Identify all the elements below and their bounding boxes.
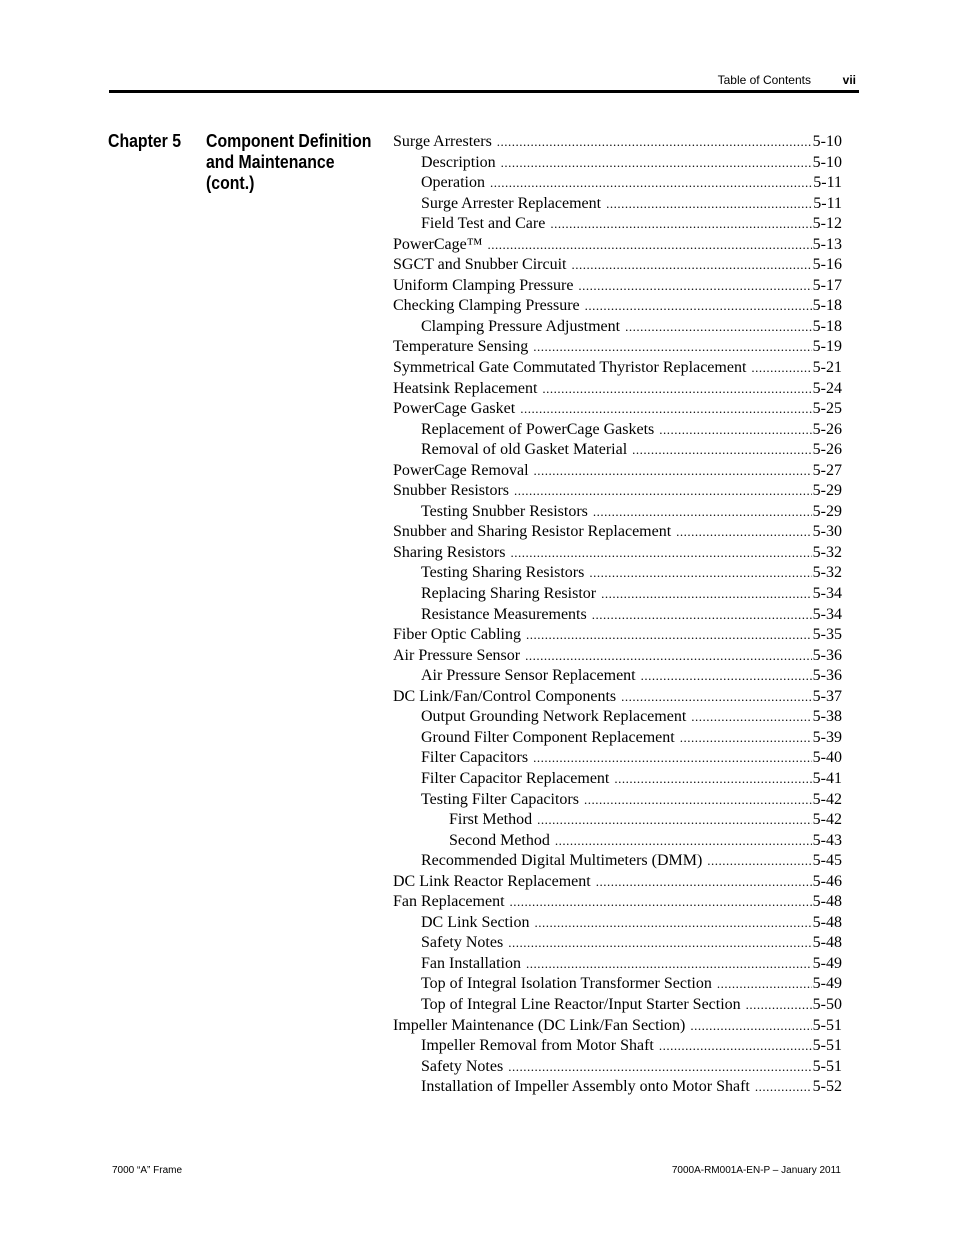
toc-entry-title: Sharing Resistors (393, 543, 506, 561)
toc-entry-title: Testing Sharing Resistors (421, 564, 585, 582)
dot-leader (751, 360, 811, 376)
toc-entry[interactable] (393, 215, 842, 236)
toc-entry[interactable] (393, 1017, 842, 1038)
toc-entry-title: Resistance Measurements (421, 605, 587, 623)
dot-leader (542, 381, 811, 397)
toc-entry-title: Uniform Clamping Pressure (393, 276, 574, 294)
toc-entry[interactable] (393, 893, 842, 914)
running-header-section: Table of Contents (717, 73, 811, 87)
toc-entry-title: Impeller Removal from Motor Shaft (421, 1037, 654, 1055)
dot-leader (497, 134, 812, 150)
toc-entry[interactable] (393, 523, 842, 544)
toc-entry[interactable] (393, 749, 842, 770)
toc-entry[interactable] (393, 1037, 842, 1058)
toc-entry[interactable] (393, 873, 842, 894)
toc-entry[interactable] (393, 606, 842, 627)
toc-entry-page: 5-30 (812, 523, 842, 541)
toc-entry-title: Symmetrical Gate Commutated Thyristor Replacement (393, 359, 747, 377)
toc-entry-title: Operation (421, 174, 485, 192)
toc-entry[interactable] (393, 688, 842, 709)
dot-leader (520, 401, 811, 417)
toc-entry[interactable] (393, 236, 842, 257)
toc-entry[interactable] (393, 996, 842, 1017)
dot-leader (659, 1038, 812, 1054)
dot-leader (534, 915, 811, 931)
dot-leader (533, 339, 811, 355)
toc-entry-title: Temperature Sensing (393, 338, 529, 356)
toc-entry-page: 5-40 (812, 749, 842, 767)
toc-entry-page: 5-17 (812, 276, 842, 294)
toc-entry-title: DC Link/Fan/Control Components (393, 687, 617, 705)
toc-entry[interactable] (393, 811, 842, 832)
toc-entry-title: DC Link Reactor Replacement (393, 872, 591, 890)
toc-entry-page: 5-34 (812, 585, 842, 603)
toc-entry-title: Fan Installation (421, 954, 521, 972)
toc-entry[interactable] (393, 564, 842, 585)
toc-entry-title: Heatsink Replacement (393, 379, 538, 397)
toc-entry-title: Replacement of PowerCage Gaskets (421, 420, 655, 438)
toc-entry[interactable] (393, 359, 842, 380)
toc-entry-page: 5-32 (812, 543, 842, 561)
toc-entry-page: 5-36 (812, 646, 842, 664)
dot-leader (632, 442, 812, 458)
dot-leader (621, 689, 812, 705)
toc-entry-page: 5-48 (812, 934, 842, 952)
toc-entry[interactable] (393, 503, 842, 524)
toc-entry[interactable] (393, 791, 842, 812)
toc-entry[interactable] (393, 544, 842, 565)
toc-entry-page: 5-35 (812, 626, 842, 644)
toc-entry-title: Air Pressure Sensor Replacement (421, 667, 636, 685)
toc-entry-page: 5-42 (812, 790, 842, 808)
toc-entry-title: Testing Snubber Resistors (421, 502, 588, 520)
toc-entry[interactable] (393, 400, 842, 421)
header-rule (109, 90, 859, 93)
dot-leader (501, 155, 812, 171)
toc-entry[interactable] (393, 647, 842, 668)
toc-entry-title: Snubber and Sharing Resistor Replacement (393, 523, 672, 541)
toc-entry-title: PowerCage™ (393, 235, 483, 253)
dot-leader (691, 709, 811, 725)
dot-leader (585, 298, 812, 314)
toc-entry-page: 5-11 (813, 194, 842, 212)
toc-entry-page: 5-51 (812, 1037, 842, 1055)
dot-leader (533, 750, 812, 766)
toc-entry-page: 5-18 (812, 297, 842, 315)
table-of-contents (393, 133, 842, 1099)
toc-entry[interactable] (393, 626, 842, 647)
toc-entry-title: Top of Integral Isolation Transformer Section (421, 975, 712, 993)
toc-entry-title: Snubber Resistors (393, 482, 509, 500)
toc-entry-title: Fan Replacement (393, 893, 505, 911)
dot-leader (508, 1059, 811, 1075)
toc-entry-title: Removal of old Gasket Material (421, 441, 628, 459)
toc-entry-page: 5-24 (812, 379, 842, 397)
toc-entry-page: 5-34 (812, 605, 842, 623)
dot-leader (676, 524, 812, 540)
dot-leader (550, 216, 811, 232)
toc-entry[interactable] (393, 380, 842, 401)
dot-leader (606, 196, 812, 212)
toc-entry-title: Filter Capacitors (421, 749, 529, 767)
toc-entry-title: SGCT and Snubber Circuit (393, 256, 567, 274)
dot-leader (589, 565, 811, 581)
toc-entry[interactable] (393, 338, 842, 359)
toc-entry-title: DC Link Section (421, 913, 530, 931)
toc-entry[interactable] (393, 729, 842, 750)
dot-leader (690, 1018, 811, 1034)
dot-leader (755, 1079, 812, 1095)
toc-entry-page: 5-10 (812, 153, 842, 171)
toc-entry[interactable] (393, 934, 842, 955)
toc-entry-page: 5-12 (812, 215, 842, 233)
toc-entry-title: Checking Clamping Pressure (393, 297, 580, 315)
toc-entry[interactable] (393, 256, 842, 277)
toc-entry[interactable] (393, 421, 842, 442)
toc-entry[interactable] (393, 914, 842, 935)
toc-entry-page: 5-36 (812, 667, 842, 685)
toc-entry-title: Air Pressure Sensor (393, 646, 521, 664)
dot-leader (514, 483, 812, 499)
dot-leader (508, 935, 811, 951)
toc-entry-title: Fiber Optic Cabling (393, 626, 521, 644)
dot-leader (601, 586, 812, 602)
dot-leader (717, 976, 812, 992)
toc-entry[interactable] (393, 975, 842, 996)
dot-leader (537, 812, 812, 828)
toc-entry-title: Replacing Sharing Resistor (421, 585, 597, 603)
toc-entry-page: 5-26 (812, 420, 842, 438)
toc-entry-title: PowerCage Removal (393, 461, 529, 479)
chapter-label: Chapter 5 (108, 131, 182, 151)
dot-leader (625, 319, 812, 335)
toc-entry-page: 5-29 (812, 482, 842, 500)
toc-entry-page: 5-21 (812, 359, 842, 377)
toc-entry-page: 5-51 (812, 1057, 842, 1075)
toc-entry-title: Description (421, 153, 496, 171)
toc-entry-page: 5-39 (812, 728, 842, 746)
toc-entry[interactable] (393, 1078, 842, 1099)
toc-entry-page: 5-11 (813, 174, 842, 192)
dot-leader (571, 257, 811, 273)
chapter-title: Component Definition and Maintenance (cont.) (206, 131, 372, 193)
toc-entry-page: 5-29 (812, 502, 842, 520)
toc-entry-page: 5-45 (812, 852, 842, 870)
toc-entry[interactable] (393, 708, 842, 729)
toc-entry-page: 5-18 (812, 317, 842, 335)
toc-entry-page: 5-16 (812, 256, 842, 274)
toc-entry-page: 5-19 (812, 338, 842, 356)
dot-leader (592, 607, 812, 623)
dot-leader (526, 627, 812, 643)
dot-leader (510, 545, 811, 561)
toc-entry[interactable] (393, 174, 842, 195)
toc-entry-page: 5-10 (812, 133, 842, 150)
dot-leader (680, 730, 812, 746)
dot-leader (534, 463, 812, 479)
dot-leader (707, 853, 811, 869)
toc-entry-page: 5-50 (812, 995, 842, 1013)
footer-publication: 7000A-RM001A-EN-P – January 2011 (671, 1165, 841, 1176)
dot-leader (596, 874, 812, 890)
toc-entry[interactable] (393, 277, 842, 298)
toc-entry-title: Testing Filter Capacitors (421, 790, 579, 808)
toc-entry-page: 5-51 (812, 1016, 842, 1034)
toc-entry-page: 5-27 (812, 461, 842, 479)
toc-entry[interactable] (393, 852, 842, 873)
dot-leader (584, 792, 812, 808)
toc-entry-page: 5-37 (812, 687, 842, 705)
toc-entry[interactable] (393, 462, 842, 483)
dot-leader (614, 771, 811, 787)
dot-leader (593, 504, 812, 520)
toc-entry-title: Top of Integral Line Reactor/Input Starter Section (421, 995, 741, 1013)
dot-leader (525, 648, 812, 664)
dot-leader (526, 956, 812, 972)
toc-entry-title: Filter Capacitor Replacement (421, 769, 610, 787)
toc-entry-page: 5-49 (812, 954, 842, 972)
toc-entry-page: 5-25 (812, 400, 842, 418)
toc-entry-title: First Method (449, 811, 533, 829)
dot-leader (510, 894, 812, 910)
dot-leader (555, 833, 812, 849)
toc-entry-title: PowerCage Gasket (393, 400, 516, 418)
toc-entry[interactable] (393, 667, 842, 688)
toc-entry[interactable] (393, 585, 842, 606)
toc-entry-title: Clamping Pressure Adjustment (421, 317, 621, 335)
toc-entry-page: 5-46 (812, 872, 842, 890)
toc-entry-page: 5-26 (812, 441, 842, 459)
toc-entry-title: Surge Arresters (393, 133, 492, 150)
toc-entry-page: 5-48 (812, 913, 842, 931)
toc-entry[interactable] (393, 154, 842, 175)
toc-entry-title: Output Grounding Network Replacement (421, 708, 687, 726)
toc-entry-page: 5-52 (812, 1078, 842, 1096)
page-number: vii (842, 73, 856, 87)
toc-entry[interactable] (393, 297, 842, 318)
toc-entry-page: 5-13 (812, 235, 842, 253)
dot-leader (659, 422, 811, 438)
footer-product: 7000 “A” Frame (112, 1165, 183, 1176)
toc-entry-title: Safety Notes (421, 934, 504, 952)
toc-entry[interactable] (393, 770, 842, 791)
dot-leader (641, 668, 812, 684)
toc-entry-page: 5-32 (812, 564, 842, 582)
toc-entry-title: Recommended Digital Multimeters (DMM) (421, 852, 703, 870)
toc-entry-page: 5-38 (812, 708, 842, 726)
toc-entry-page: 5-48 (812, 893, 842, 911)
dot-leader (487, 237, 811, 253)
toc-entry[interactable] (393, 832, 842, 853)
toc-entry-page: 5-43 (812, 831, 842, 849)
dot-leader (490, 175, 812, 191)
toc-entry[interactable] (393, 318, 842, 339)
toc-entry-title: Field Test and Care (421, 215, 546, 233)
toc-entry[interactable] (393, 195, 842, 216)
toc-entry-page: 5-42 (812, 811, 842, 829)
toc-entry[interactable] (393, 441, 842, 462)
toc-entry-page: 5-49 (812, 975, 842, 993)
toc-entry[interactable] (393, 1058, 842, 1079)
toc-entry[interactable] (393, 955, 842, 976)
dot-leader (746, 997, 812, 1013)
toc-entry-title: Installation of Impeller Assembly onto Motor Shaft (421, 1078, 750, 1096)
toc-entry[interactable] (393, 482, 842, 503)
toc-entry-title: Impeller Maintenance (DC Link/Fan Section) (393, 1016, 686, 1034)
toc-entry-title: Ground Filter Component Replacement (421, 728, 675, 746)
toc-entry[interactable] (393, 133, 842, 154)
toc-entry-page: 5-41 (812, 769, 842, 787)
toc-entry-title: Second Method (449, 831, 550, 849)
toc-entry-title: Surge Arrester Replacement (421, 194, 602, 212)
dot-leader (578, 278, 811, 294)
toc-entry-title: Safety Notes (421, 1057, 504, 1075)
